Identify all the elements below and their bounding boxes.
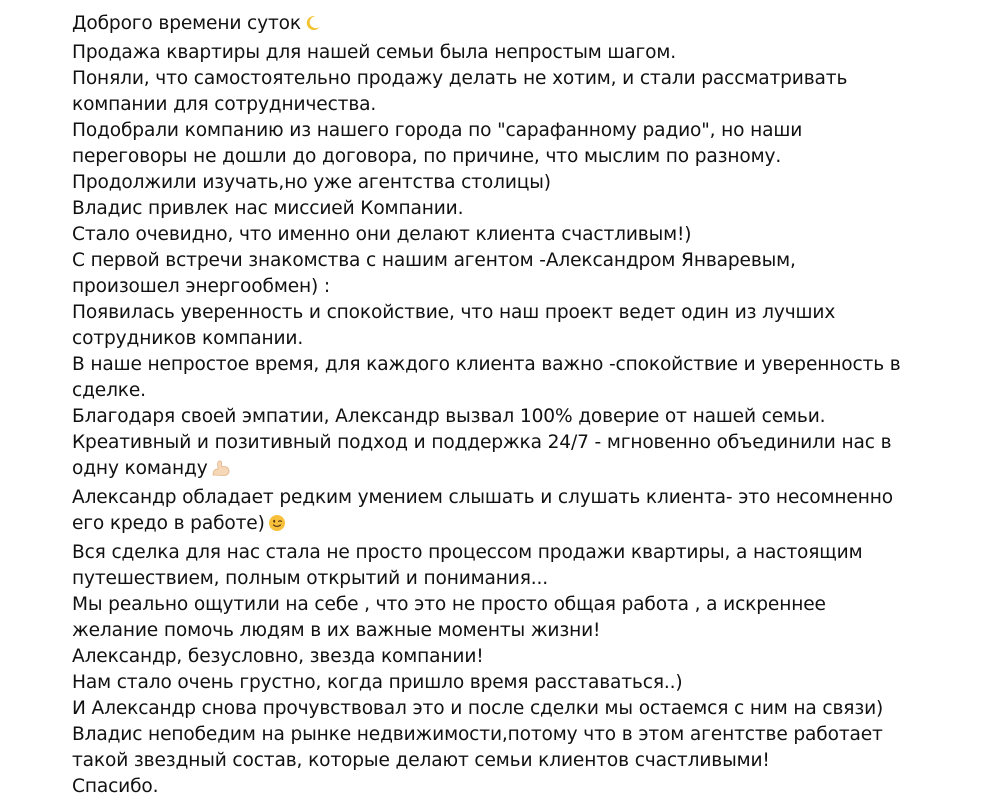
review-line: В наше непростое время, для каждого клиента важно -спокойствие и уверенность в <box>72 354 901 375</box>
review-line-team: одну команду <box>72 456 972 485</box>
review-line: желание помочь людям в их важные моменты жизни! <box>72 620 601 641</box>
review-line: Владис непобедим на рынке недвижимости,потому что в этом агентстве работает <box>72 724 883 745</box>
review-line: Владис привлек нас миссией Компании. <box>72 198 464 219</box>
flexed-biceps-icon <box>211 459 231 485</box>
review-line: Стало очевидно, что именно они делают клиента счастливым!) <box>72 224 692 245</box>
review-line: Креативный и позитивный подход и поддержка 24/7 - мгновенно объединили нас в <box>72 432 892 453</box>
review-line: переговоры не дошли до договора, по причине, что мыслим по разному. <box>72 146 782 167</box>
review-line: Продолжили изучать,но уже агентства столицы) <box>72 172 551 193</box>
review-line: Вся сделка для нас стала не просто процессом продажи квартиры, а настоящим <box>72 542 863 563</box>
review-line: Александр обладает редким умением слышать и слушать клиента- это несомненно <box>72 487 893 508</box>
review-line: С первой встречи знакомства с нашим агентом -Александром Январевым, <box>72 250 796 271</box>
winking-face-icon <box>268 514 286 540</box>
crescent-moon-icon <box>304 14 322 40</box>
review-line: произошел энергообмен) : <box>72 276 330 297</box>
review-line: Александр, безусловно, звезда компании! <box>72 646 484 667</box>
review-line: Нам стало очень грустно, когда пришло время расставаться..) <box>72 672 683 693</box>
review-line: Подобрали компанию из нашего города по "сарафанному радио", но наши <box>72 120 803 141</box>
review-line: Продажа квартиры для нашей семьи была непростым шагом. <box>72 42 676 63</box>
review-line: Благодаря своей эмпатии, Александр вызвал 100% доверие от нашей семьи. <box>72 406 826 427</box>
review-line: Появилась уверенность и спокойствие, что наш проект ведет один из лучших <box>72 302 836 323</box>
review-line: компании для сотрудничества. <box>72 94 377 115</box>
review-text <box>72 11 972 800</box>
review-line: сделке. <box>72 380 146 401</box>
review-line: сотрудников компании. <box>72 328 304 349</box>
review-line-greeting: Доброго времени суток <box>72 11 972 40</box>
review-line: И Александр снова прочувствовал это и после сделки мы остаемся с ним на связи) <box>72 698 884 719</box>
review-line: путешествием, полным открытий и понимания... <box>72 568 549 589</box>
review-line-credo: его кредо в работе) <box>72 511 972 540</box>
review-line: Спасибо. <box>72 776 159 797</box>
review-line: Поняли, что самостоятельно продажу делать не хотим, и стали рассматривать <box>72 68 848 89</box>
review-line: Мы реально ощутили на себе , что это не просто общая работа , а искреннее <box>72 594 826 615</box>
review-line: такой звездный состав, которые делают семьи клиентов счастливыми! <box>72 750 770 771</box>
